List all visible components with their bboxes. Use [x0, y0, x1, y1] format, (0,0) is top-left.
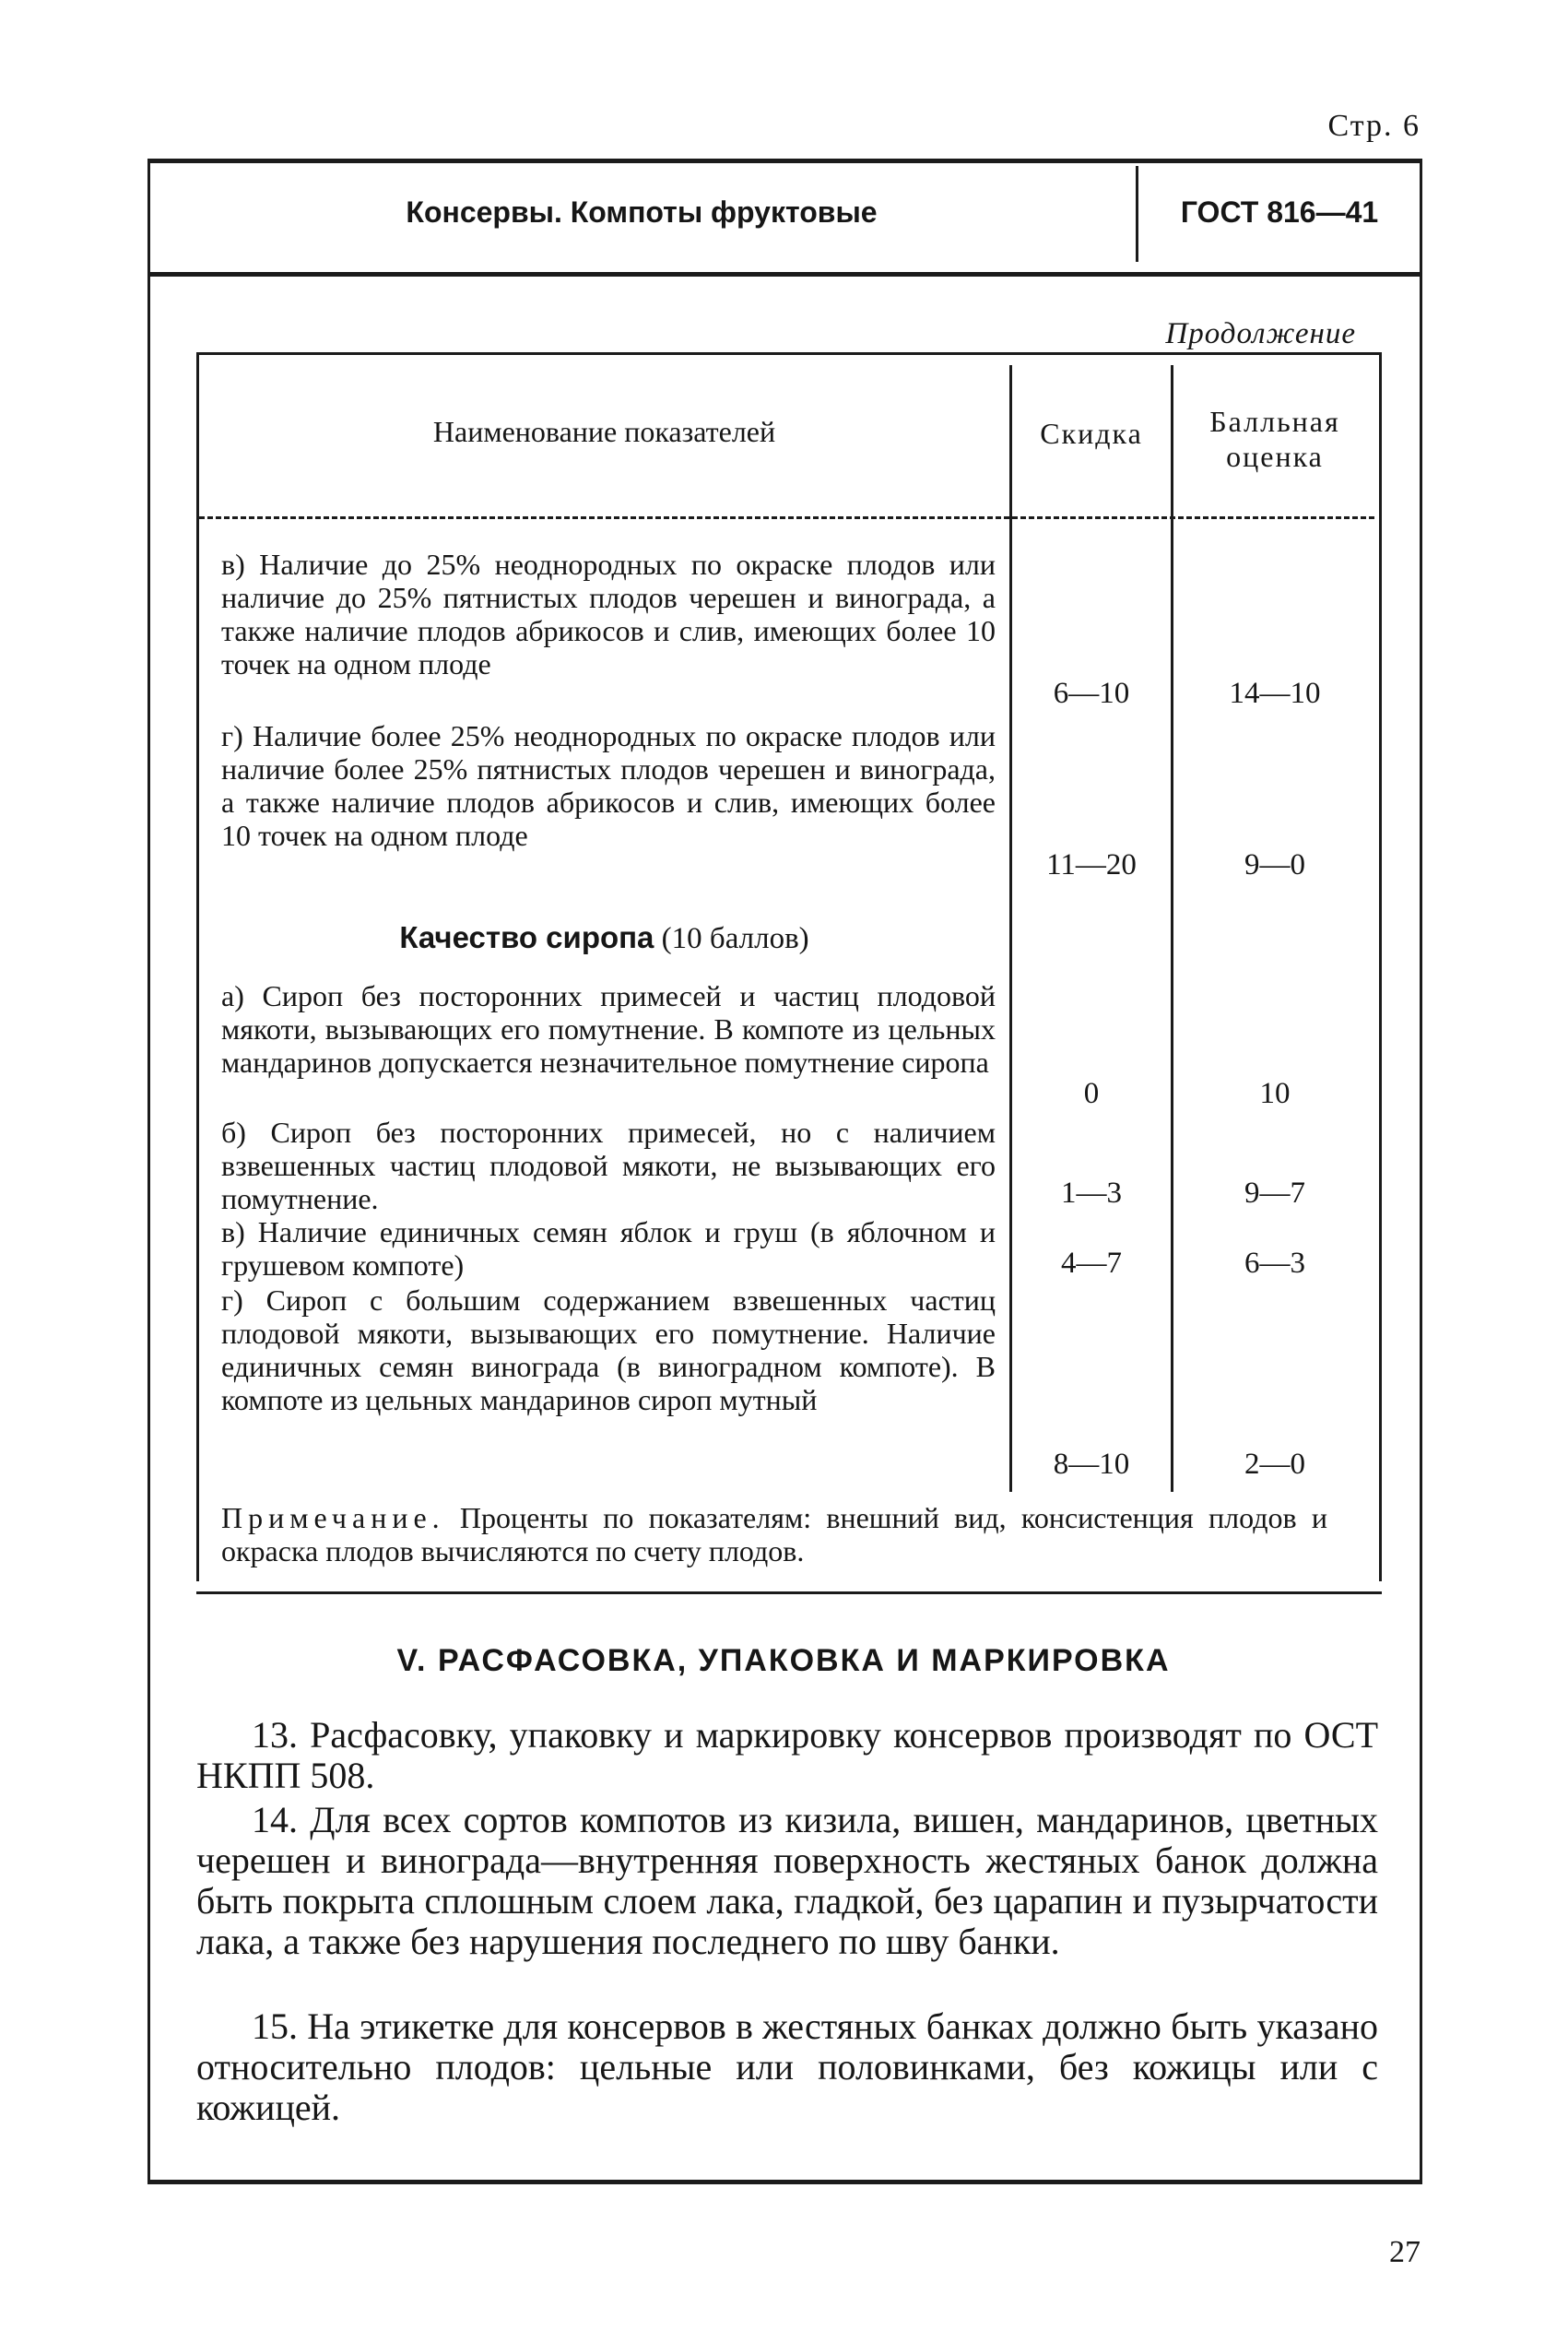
column-header-score: Балльная оценка: [1209, 405, 1340, 473]
paragraph: 15. На этикетке для консервов в жестяных банках должно быть указано относительно плодов: цельные или половинками, без кожицы или с кожицей.: [196, 2005, 1378, 2128]
table-row-text: а) Сироп без посторонних примесей и частиц плодовой мякоти, вызывающих его помутнение. В компоте из цельных мандаринов допускается незначительное помутнение сиропа: [221, 979, 996, 1079]
table-cell-discount: 4—7: [1061, 1247, 1122, 1280]
table-header-separator: [199, 516, 1374, 519]
table-row-text: г) Сироп с большим содержанием взвешенных частиц плодовой мякоти, вызывающих его помутнение. Наличие единичных семян винограда (в виноградном компоте). В компоте из цельных мандаринов сироп мутный: [221, 1283, 996, 1416]
header-gost-number: ГОСТ 816—41: [1180, 195, 1379, 229]
syrup-quality-heading: [199, 920, 1009, 956]
table-cell-score: 10: [1259, 1077, 1291, 1110]
table-note: [221, 1501, 1327, 1567]
column-header-indicator-name: Наименование показателей: [432, 415, 776, 448]
header-divider: [1136, 166, 1138, 262]
note-label: Примечание.: [221, 1501, 445, 1534]
table-cell-discount: 8—10: [1053, 1448, 1130, 1481]
table-cell-score: 9—0: [1244, 848, 1305, 881]
table-row-text: г) Наличие более 25% неоднородных по окраске плодов или наличие более 25% пятнистых плодов черешен и винограда, а также наличие плодов абрикосов и слив, имеющих более 10 точек на одном плоде: [221, 719, 996, 852]
column-header-discount: Скидка: [1040, 417, 1143, 450]
page-number-top: Стр. 6: [1327, 109, 1421, 143]
continuation-label: Продолжение: [1165, 317, 1356, 350]
table-cell-discount: 6—10: [1053, 677, 1130, 710]
paragraph: 14. Для всех сортов компотов из кизила, вишен, мандаринов, цветных черешен и винограда—внутренняя поверхность жестяных банок должна быть покрыта сплошным слоем лака, гладкой, без царапин и пузырчатости лака, а также без нарушения последнего по шву банки.: [196, 1799, 1378, 1962]
table-row-text: в) Наличие до 25% неоднородных по окраске плодов или наличие до 25% пятнистых плодов черешен и винограда, а также наличие плодов абрикосов и слив, имеющих более 10 точек на одном плоде: [221, 548, 996, 680]
header-title: Консервы. Компоты фруктовые: [406, 195, 878, 229]
table-column-divider: [1009, 365, 1012, 1492]
paragraph: 13. Расфасовку, упаковку и маркировку консервов производят по ОСТ НКПП 508.: [196, 1714, 1378, 1796]
table-cell-discount: 1—3: [1061, 1177, 1122, 1210]
table-column-divider: [1171, 365, 1173, 1492]
table-cell-discount: 11—20: [1046, 848, 1137, 881]
table-bottom-rule: [196, 1591, 1382, 1594]
table-row-text: б) Сироп без посторонних примесей, но с наличием взвешенных частиц плодовой мякоти, не вызывающих его помутнение.: [221, 1116, 996, 1215]
table-cell-score: 6—3: [1244, 1247, 1305, 1280]
page-left-border: [147, 159, 150, 2182]
page-bottom-rule: [147, 2180, 1422, 2184]
table-cell-score: 2—0: [1244, 1448, 1305, 1481]
table-cell-score: 14—10: [1229, 677, 1321, 710]
syrup-heading-title: Качество сиропа: [399, 920, 654, 954]
note-text: Проценты по показателям: внешний вид, консистенция плодов и окраска плодов вычисляются по счету плодов.: [221, 1501, 1327, 1567]
table-row-text: в) Наличие единичных семян яблок и груш (в яблочном и грушевом компоте): [221, 1215, 996, 1282]
table-cell-discount: 0: [1083, 1077, 1100, 1110]
section-heading: V. РАСФАСОВКА, УПАКОВКА И МАРКИРОВКА: [396, 1643, 1171, 1678]
page-right-border: [1420, 159, 1422, 2182]
table-cell-score: 9—7: [1244, 1177, 1305, 1210]
syrup-heading-points: (10 баллов): [661, 922, 809, 955]
page-number-bottom: 27: [1389, 2235, 1421, 2269]
